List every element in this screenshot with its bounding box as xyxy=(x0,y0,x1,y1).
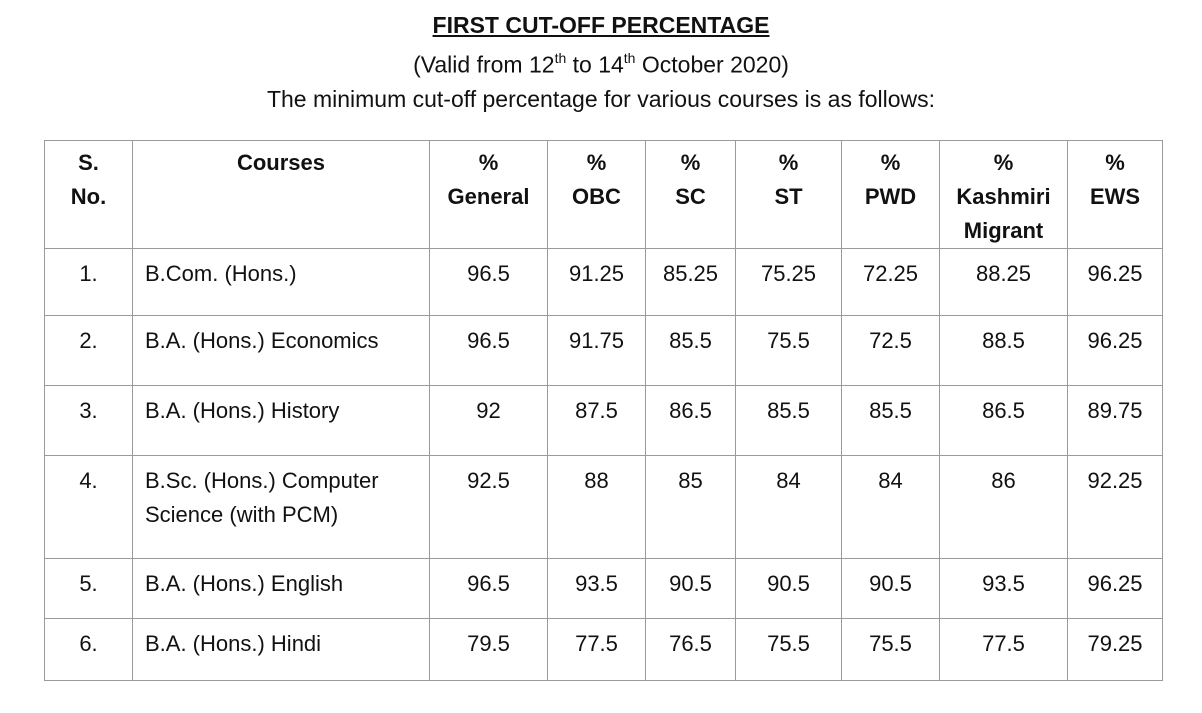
cell-kashmiri-migrant: 88.25 xyxy=(940,249,1068,316)
cell-general: 92 xyxy=(430,386,548,456)
cell-course: B.A. (Hons.) Hindi xyxy=(133,619,430,681)
cell-pwd: 72.25 xyxy=(842,249,940,316)
cell-obc: 93.5 xyxy=(548,559,646,619)
cell-kashmiri-migrant: 86.5 xyxy=(940,386,1068,456)
cell-pwd: 75.5 xyxy=(842,619,940,681)
validity-sup-end: th xyxy=(623,50,636,66)
cell-sno: 4. xyxy=(45,456,133,559)
cell-general: 92.5 xyxy=(430,456,548,559)
cell-kashmiri-migrant: 77.5 xyxy=(940,619,1068,681)
table-row xyxy=(45,619,1163,681)
cell-sno: 3. xyxy=(45,386,133,456)
cell-obc: 91.75 xyxy=(548,316,646,386)
cell-pwd: 84 xyxy=(842,456,940,559)
validity-middle: to 14 xyxy=(566,51,624,78)
cell-obc: 77.5 xyxy=(548,619,646,681)
cell-kashmiri-migrant: 86 xyxy=(940,456,1068,559)
cell-pwd: 85.5 xyxy=(842,386,940,456)
cell-sno: 1. xyxy=(45,249,133,316)
cell-course: B.Com. (Hons.) xyxy=(133,249,430,316)
cell-st: 75.5 xyxy=(736,316,842,386)
cell-kashmiri-migrant: 93.5 xyxy=(940,559,1068,619)
cell-course: B.A. (Hons.) History xyxy=(133,386,430,456)
page-title: FIRST CUT-OFF PERCENTAGE xyxy=(432,12,770,38)
column-header-kashmiri-migrant: % Kashmiri Migrant xyxy=(940,141,1068,249)
cell-obc: 87.5 xyxy=(548,386,646,456)
cell-general: 96.5 xyxy=(430,316,548,386)
cell-general: 96.5 xyxy=(430,249,548,316)
column-header-ews: % EWS xyxy=(1068,141,1163,249)
validity-line xyxy=(0,42,1202,82)
cell-sc: 85 xyxy=(646,456,736,559)
column-header-st: % ST xyxy=(736,141,842,249)
cell-ews: 96.25 xyxy=(1068,316,1163,386)
cell-sc: 85.5 xyxy=(646,316,736,386)
cell-course: B.A. (Hons.) English xyxy=(133,559,430,619)
table-row xyxy=(45,456,1163,559)
cell-sno: 6. xyxy=(45,619,133,681)
cell-ews: 96.25 xyxy=(1068,559,1163,619)
intro-text: The minimum cut-off percentage for various courses is as follows: xyxy=(266,85,936,112)
cell-st: 90.5 xyxy=(736,559,842,619)
column-header-sc: % SC xyxy=(646,141,736,249)
cell-ews: 96.25 xyxy=(1068,249,1163,316)
cell-pwd: 72.5 xyxy=(842,316,940,386)
cell-course: B.Sc. (Hons.) Computer Science (with PCM) xyxy=(133,456,430,559)
cell-general: 96.5 xyxy=(430,559,548,619)
document-header xyxy=(0,8,1202,116)
cell-sc: 90.5 xyxy=(646,559,736,619)
cell-sc: 76.5 xyxy=(646,619,736,681)
table-row xyxy=(45,249,1163,316)
table-header-row xyxy=(45,141,1163,249)
cell-pwd: 90.5 xyxy=(842,559,940,619)
cell-sno: 5. xyxy=(45,559,133,619)
cell-st: 75.25 xyxy=(736,249,842,316)
column-header-pwd: % PWD xyxy=(842,141,940,249)
validity-suffix: October 2020) xyxy=(635,51,789,78)
cell-ews: 92.25 xyxy=(1068,456,1163,559)
column-header-courses: Courses xyxy=(133,141,430,249)
cell-ews: 79.25 xyxy=(1068,619,1163,681)
table-row xyxy=(45,559,1163,619)
cell-kashmiri-migrant: 88.5 xyxy=(940,316,1068,386)
column-header-obc: % OBC xyxy=(548,141,646,249)
cell-sno: 2. xyxy=(45,316,133,386)
cell-general: 79.5 xyxy=(430,619,548,681)
cell-st: 84 xyxy=(736,456,842,559)
cell-course: B.A. (Hons.) Economics xyxy=(133,316,430,386)
validity-prefix: (Valid from 12 xyxy=(413,51,555,78)
table-row xyxy=(45,386,1163,456)
cutoff-table xyxy=(44,140,1163,681)
cell-sc: 85.25 xyxy=(646,249,736,316)
cell-obc: 91.25 xyxy=(548,249,646,316)
cell-st: 85.5 xyxy=(736,386,842,456)
cell-st: 75.5 xyxy=(736,619,842,681)
table-row xyxy=(45,316,1163,386)
validity-sup-start: th xyxy=(554,50,567,66)
cell-obc: 88 xyxy=(548,456,646,559)
cell-sc: 86.5 xyxy=(646,386,736,456)
column-header-sno: S. No. xyxy=(45,141,133,249)
column-header-general: % General xyxy=(430,141,548,249)
cell-ews: 89.75 xyxy=(1068,386,1163,456)
